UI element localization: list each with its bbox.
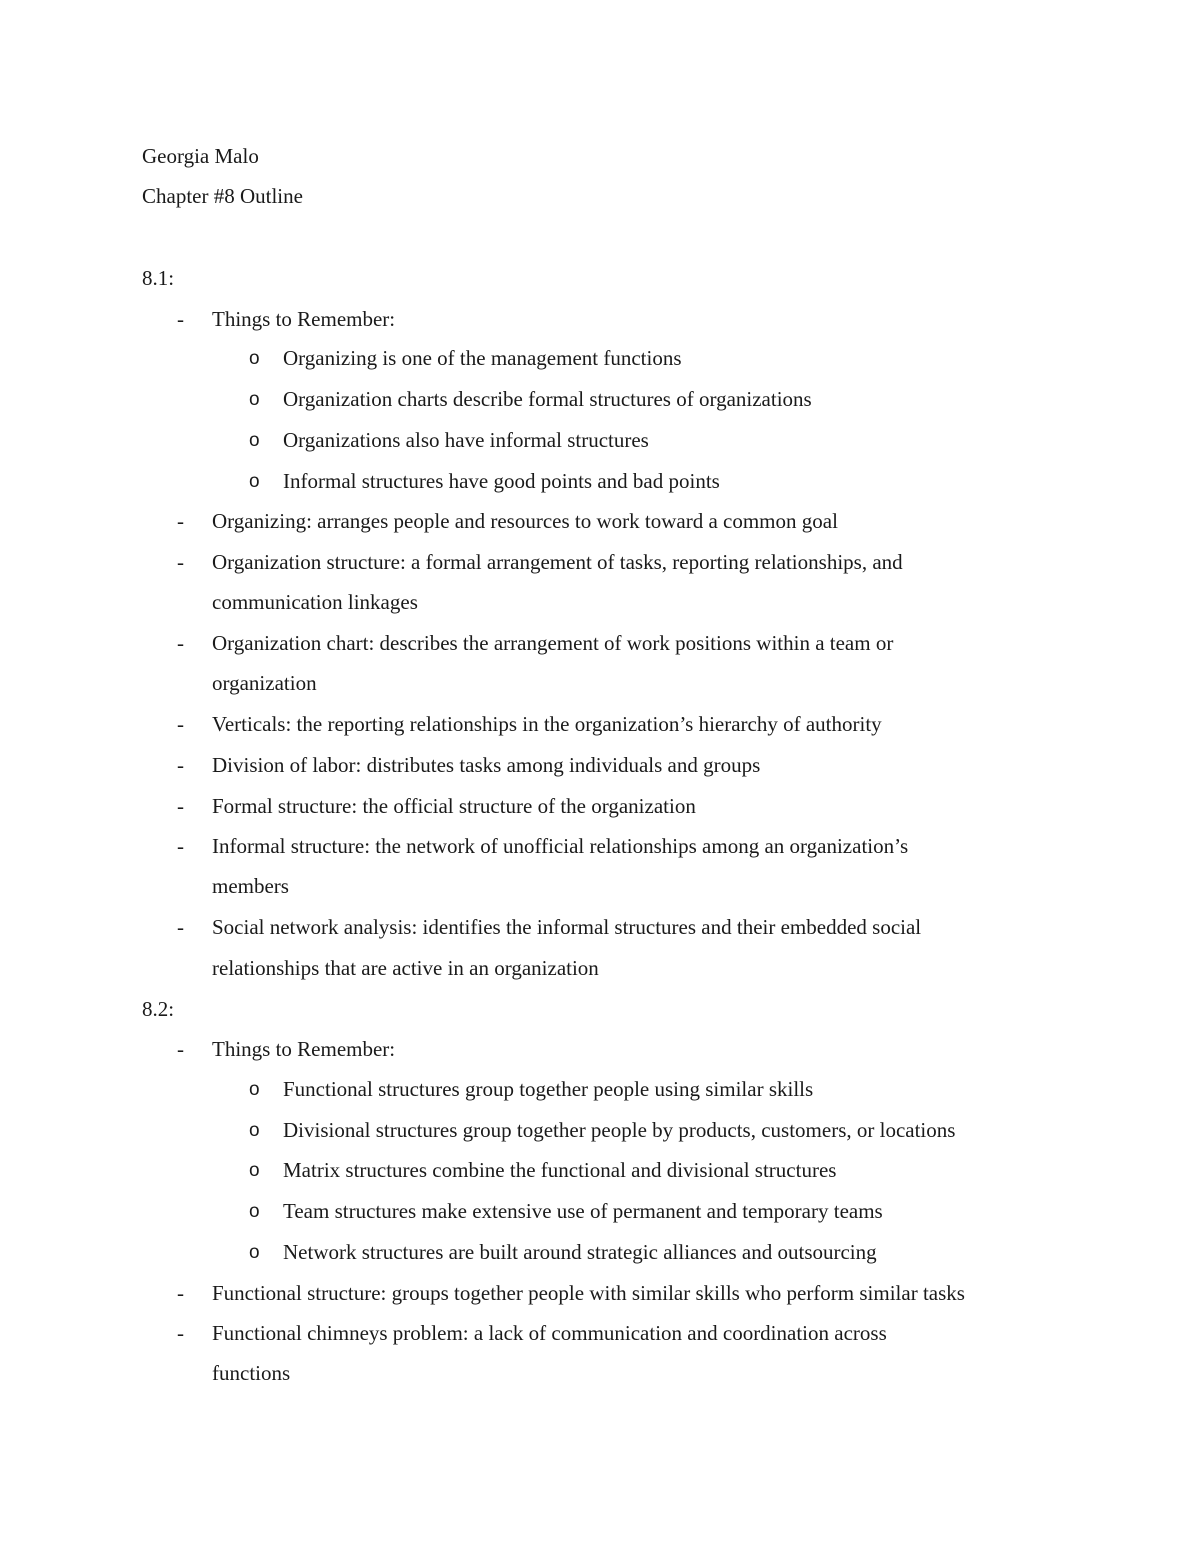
outline-item: Organization structure: a formal arrangement of tasks, reporting relationships, and [212,550,903,574]
dash-bullet: - [177,307,184,331]
sub-point: Organizations also have informal structures [283,428,649,452]
sub-point: Matrix structures combine the functional and divisional structures [283,1158,837,1182]
outline-item-continued: organization [212,671,317,695]
circle-bullet: o [249,389,260,410]
sub-point: Informal structures have good points and bad points [283,469,720,493]
outline-item: Organization chart: describes the arrangement of work positions within a team or [212,631,894,655]
dash-bullet: - [177,1281,184,1305]
circle-bullet: o [249,1160,260,1181]
sub-point: Functional structures group together people using similar skills [283,1077,814,1101]
sub-point: Organizing is one of the management functions [283,346,682,370]
outline-item-continued: communication linkages [212,590,418,614]
dash-bullet: - [177,509,184,533]
dash-bullet: - [177,631,184,655]
author-name: Georgia Malo [142,144,259,168]
sub-point: Organization charts describe formal structures of organizations [283,387,812,411]
dash-bullet: - [177,915,184,939]
circle-bullet: o [249,430,260,451]
dash-bullet: - [177,550,184,574]
things-to-remember-label: Things to Remember: [212,1037,396,1061]
outline-item: Functional structure: groups together people with similar skills who perform similar tasks [212,1281,965,1305]
sub-point: Divisional structures group together people by products, customers, or locations [283,1118,956,1142]
dash-bullet: - [177,712,184,736]
circle-bullet: o [249,471,260,492]
sub-point: Team structures make extensive use of permanent and temporary teams [283,1199,883,1223]
section-heading: 8.1: [142,266,175,290]
circle-bullet: o [249,348,260,369]
circle-bullet: o [249,1201,260,1222]
outline-item: Formal structure: the official structure of the organization [212,794,696,818]
outline-item: Functional chimneys problem: a lack of communication and coordination across [212,1321,887,1345]
circle-bullet: o [249,1079,260,1100]
outline-item-continued: functions [212,1361,291,1385]
circle-bullet: o [249,1120,260,1141]
things-to-remember-label: Things to Remember: [212,307,396,331]
dash-bullet: - [177,794,184,818]
section-heading: 8.2: [142,997,175,1021]
document-title: Chapter #8 Outline [142,184,303,208]
dash-bullet: - [177,834,184,858]
outline-item: Division of labor: distributes tasks among individuals and groups [212,753,761,777]
outline-item-continued: members [212,874,289,898]
circle-bullet: o [249,1242,260,1263]
dash-bullet: - [177,1321,184,1345]
outline-item: Verticals: the reporting relationships in the organization’s hierarchy of authority [212,712,882,736]
outline-item-continued: relationships that are active in an organization [212,956,599,980]
sub-point: Network structures are built around strategic alliances and outsourcing [283,1240,877,1264]
outline-item: Informal structure: the network of unofficial relationships among an organization’s [212,834,909,858]
outline-item: Social network analysis: identifies the informal structures and their embedded social [212,915,922,939]
dash-bullet: - [177,1037,184,1061]
outline-item: Organizing: arranges people and resources to work toward a common goal [212,509,838,533]
dash-bullet: - [177,753,184,777]
